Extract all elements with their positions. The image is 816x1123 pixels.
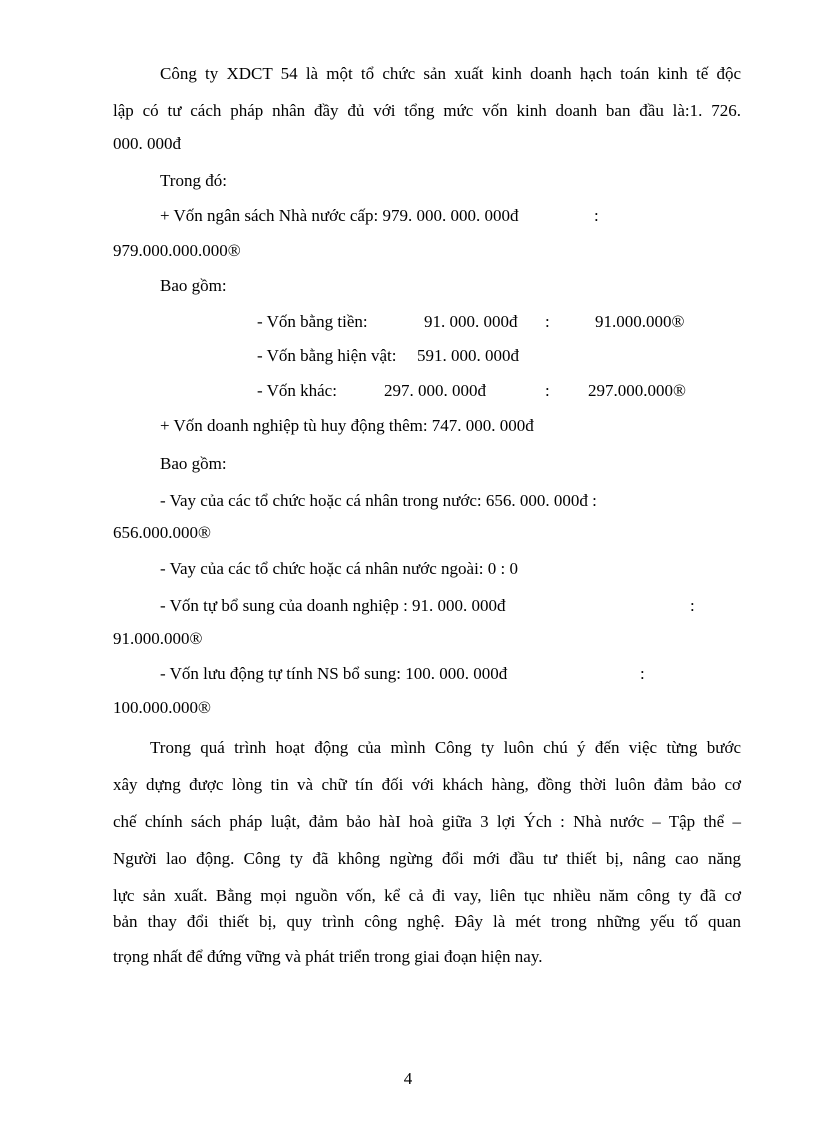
item-other-label: - Vốn khác: [257, 381, 337, 400]
page-number: 4 [403, 1069, 413, 1088]
item-cash-colon: : [545, 312, 550, 331]
paragraph2-line-2: xây dựng được lòng tin và chữ tín đối với khách hàng, đồng thời luôn đảm bảo cơ [113, 775, 741, 794]
trong-do-label: Trong đó: [160, 171, 227, 190]
item-cash-label: - Vốn bằng tiền: [257, 312, 368, 331]
item-cash-amount: 91. 000. 000đ [424, 312, 518, 331]
paragraph2-line-3: chế chính sách pháp luật, đảm bảo hàI hoà giữa 3 lợi Ých : Nhà nước – Tập thể – [113, 812, 741, 831]
item-inkind-amount: 591. 000. 000đ [417, 346, 519, 365]
working-capital-label: - Vốn lưu động tự tính NS bổ sung: 100. 000. 000đ [160, 664, 508, 683]
item-other-colon: : [545, 381, 550, 400]
self-supplement-label: - Vốn tự bổ sung của doanh nghiệp : 91. 000. 000đ [160, 596, 506, 615]
paragraph2-line-6: bản thay đổi thiết bị, quy trình công nghệ. Đây là mét trong những yếu tố quan [113, 912, 741, 931]
enterprise-capital-label: + Vốn doanh nghiệp tù huy động thêm: 747. 000. 000đ [160, 416, 534, 435]
self-supplement-colon: : [690, 596, 695, 615]
item-cash-value: 91.000.000® [595, 312, 685, 331]
paragraph2-line-7: trọng nhất để đứng vững và phát triển trong giai đoạn hiện nay. [113, 947, 543, 966]
state-capital-label: + Vốn ngân sách Nhà nước cấp: 979. 000. 000. 000đ [160, 206, 519, 225]
intro-line-3: 000. 000đ [113, 134, 181, 153]
item-other-amount: 297. 000. 000đ [384, 381, 486, 400]
working-capital-value: 100.000.000® [113, 698, 211, 717]
self-supplement-value: 91.000.000® [113, 629, 203, 648]
loan-domestic-value: 656.000.000® [113, 523, 211, 542]
intro-line-2: lập có tư cách pháp nhân đầy đủ với tổng mức vốn kinh doanh ban đầu là:1. 726. [113, 101, 741, 120]
working-capital-colon: : [640, 664, 645, 683]
loan-domestic-label: - Vay của các tổ chức hoặc cá nhân trong nước: 656. 000. 000đ : [160, 491, 597, 510]
paragraph2-line-5: lực sản xuất. Bằng mọi nguồn vốn, kể cả đi vay, liên tục nhiều năm công ty đã cơ [113, 886, 741, 905]
paragraph2-line-4: Người lao động. Công ty đã không ngừng đổi mới đầu tư thiết bị, nâng cao năng [113, 849, 741, 868]
bao-gom-label-2: Bao gồm: [160, 454, 227, 473]
item-inkind-label: - Vốn bằng hiện vật: [257, 346, 397, 365]
state-capital-colon: : [594, 206, 599, 225]
bao-gom-label-1: Bao gồm: [160, 276, 227, 295]
loan-foreign-label: - Vay của các tổ chức hoặc cá nhân nước ngoài: 0 : 0 [160, 559, 518, 578]
paragraph2-line-1: Trong quá trình hoạt động của mình Công ty luôn chú ý đến việc từng bước [150, 738, 741, 757]
intro-line-1: Công ty XDCT 54 là một tổ chức sản xuất kinh doanh hạch toán kinh tế độc [160, 64, 741, 83]
item-other-value: 297.000.000® [588, 381, 686, 400]
state-capital-value: 979.000.000.000® [113, 241, 241, 260]
